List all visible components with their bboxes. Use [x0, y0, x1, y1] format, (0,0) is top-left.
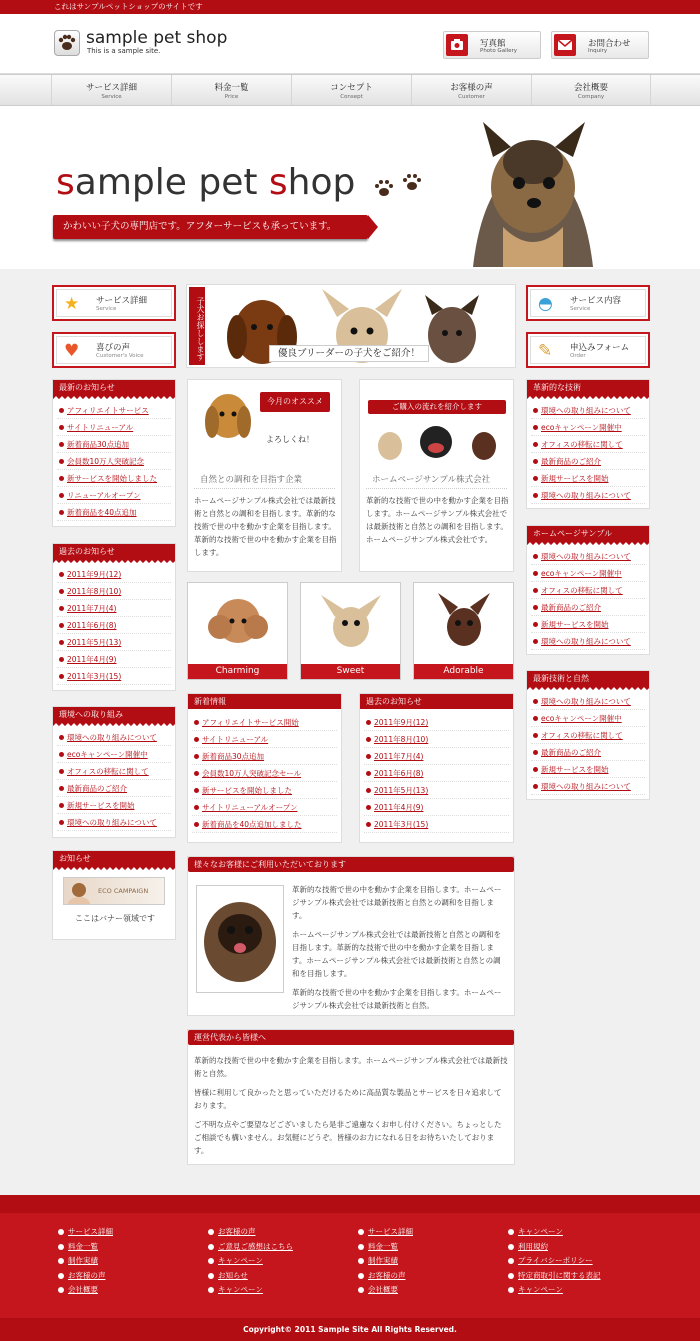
nav-item-price[interactable] [171, 75, 291, 105]
list-item[interactable]: 2011年4月(9) [57, 651, 171, 668]
list-item[interactable]: 環境への取り組みについて [531, 633, 645, 650]
footer-column [508, 1225, 601, 1298]
list-item[interactable]: オフィスの移転に関して [57, 763, 171, 780]
feature-subtitle: 自然との調和を目指す企業 [200, 475, 303, 485]
gallery-caption: Charming [188, 664, 287, 679]
nav-item-service[interactable] [51, 75, 171, 105]
topbar-text: これはサンプルペットショップのサイトです [54, 2, 203, 11]
list-item[interactable]: ecoキャンペーン開催中 [531, 565, 645, 582]
logo-subtitle: This is a sample site. [87, 47, 161, 55]
photo-gallery-sub: Photo Gallery [480, 48, 518, 54]
footer-link[interactable]: お客様の声 [58, 1269, 113, 1284]
side-button-sub: Service [570, 306, 591, 312]
star-icon: ★ [64, 294, 80, 314]
sample-title: ホームページサンプル [527, 526, 649, 541]
banner-vertical-label: 子犬お探しします [189, 287, 205, 365]
list-item[interactable]: 最新商品のご紹介 [57, 780, 171, 797]
side-button-label: サービス詳細 [96, 296, 148, 306]
footer-link[interactable]: ご意見ご感想はこちら [208, 1240, 293, 1255]
list-item[interactable]: 最新商品のご紹介 [531, 599, 645, 616]
list-item[interactable]: 2011年6月(8) [364, 765, 509, 782]
paw-icon[interactable] [54, 30, 80, 56]
footer-link[interactable]: 利用規約 [508, 1240, 601, 1255]
center-past-title: 過去のお知らせ [360, 694, 513, 709]
feature-text: ホームページサンプル株式会社では最新技術と自然との調和を目指します。革新的な技術で世の中を動かす企業を目指します。革新的な技術で世の中を動かす企業を目指します。 [194, 496, 337, 557]
list-item[interactable]: 2011年5月(13) [57, 634, 171, 651]
puppy-banner[interactable] [186, 284, 516, 368]
footer-link[interactable]: キャンペーン [208, 1283, 293, 1298]
list-item[interactable]: 2011年9月(12) [364, 714, 509, 731]
side-button-sub: Service [96, 306, 117, 312]
footer-link[interactable]: サービス詳細 [58, 1225, 113, 1240]
list-item[interactable]: 新規サービスを開始 [531, 470, 645, 487]
list-item[interactable]: オフィスの移転に関して [531, 727, 645, 744]
list-item[interactable]: 環境への取り組みについて [531, 548, 645, 565]
customers-box [187, 856, 515, 1016]
gallery-item[interactable] [187, 582, 288, 680]
list-item[interactable]: 新規サービスを開始 [57, 797, 171, 814]
list-item[interactable]: 環境への取り組みについて [531, 778, 645, 795]
list-item[interactable]: 2011年7月(4) [57, 600, 171, 617]
feature-badge-sub: よろしくね！ [266, 435, 314, 444]
feature-badge: ご購入の流れを紹介します [368, 400, 506, 414]
eco-campaign-banner[interactable] [63, 877, 165, 905]
camera-icon [446, 34, 468, 56]
inquiry-sub: Inquiry [588, 48, 608, 54]
gallery-item[interactable] [413, 582, 514, 680]
footer-column [358, 1225, 413, 1298]
list-item[interactable]: 新サービスを開始しました [192, 782, 337, 799]
list-item[interactable]: サイトリニューアルオープン [192, 799, 337, 816]
feature-subtitle: ホームページサンプル株式会社 [372, 475, 491, 485]
hero-title-part: s [268, 162, 288, 203]
side-button-service[interactable] [52, 285, 176, 321]
greeting-box [187, 1029, 515, 1165]
list-item[interactable]: 環境への取り組みについて [57, 814, 171, 831]
heart-icon: ♥ [64, 341, 80, 361]
list-item[interactable]: 新規サービスを開始 [531, 761, 645, 778]
footer-column [208, 1225, 293, 1298]
inquiry-label: お問合わせ [588, 39, 631, 49]
footer-link[interactable]: 制作実績 [58, 1254, 113, 1269]
pencil-icon: ✎ [538, 341, 553, 361]
center-news-title: 新着情報 [188, 694, 341, 709]
list-item[interactable]: 2011年3月(15) [364, 816, 509, 833]
list-item[interactable]: オフィスの移転に関して [531, 436, 645, 453]
list-item[interactable]: アフィリエイトサービス [57, 402, 171, 419]
hero-title [56, 162, 355, 203]
hero-dog-image [463, 117, 601, 269]
list-item[interactable]: リニューアルオープン [57, 487, 171, 504]
side-button-sub: Order [570, 353, 586, 359]
photo-gallery-button[interactable] [443, 31, 541, 59]
customers-title: 様々なお客様にご利用いただいております [188, 857, 514, 872]
gallery-caption: Adorable [414, 664, 513, 679]
main-nav [0, 74, 700, 106]
list-item[interactable]: アフィリエイトサービス開始 [192, 714, 337, 731]
greeting-paragraph: 革新的な技術で世の中を動かす企業を目指します。ホームページサンプル株式会社では最新技術と自然。 [194, 1056, 508, 1078]
list-item[interactable]: 新サービスを開始しました [57, 470, 171, 487]
list-item[interactable]: 2011年8月(10) [57, 583, 171, 600]
list-item[interactable]: 会員数10万人突破記念セール [192, 765, 337, 782]
footer-link[interactable]: お知らせ [208, 1269, 293, 1284]
nav-sub: Service [101, 94, 122, 100]
nav-sub: Customer [458, 94, 485, 100]
footer-link[interactable]: 料金一覧 [58, 1240, 113, 1255]
list-item[interactable]: 新規サービスを開始 [531, 616, 645, 633]
greeting-title: 運営代表から皆様へ [188, 1030, 514, 1045]
list-item[interactable]: 最新商品のご紹介 [531, 453, 645, 470]
greeting-paragraph: ご不明な点やご要望などございましたら是非ご遠慮なくお申し付けください。ちょっとしたご相談でも構いません。お気軽にどうぞ。皆様のお力になれる日をお待ちいたしております。 [194, 1120, 502, 1155]
latest-news-box [52, 379, 176, 527]
list-item[interactable]: 最新商品のご紹介 [531, 744, 645, 761]
list-item[interactable]: 2011年3月(15) [57, 668, 171, 685]
footer-link[interactable]: 会社概要 [58, 1283, 113, 1298]
list-item[interactable]: サイトリニューアル [192, 731, 337, 748]
center-news-box [187, 693, 342, 843]
nav-sub: Price [224, 94, 239, 100]
photo-gallery-label: 写真館 [480, 39, 506, 49]
notice-box [52, 850, 176, 940]
side-button-label: 申込みフォーム [570, 343, 630, 353]
footer-link[interactable]: サービス詳細 [358, 1225, 413, 1240]
list-item[interactable]: 2011年6月(8) [57, 617, 171, 634]
side-button-label: サービス内容 [570, 296, 622, 306]
footer-link[interactable]: お客様の声 [208, 1225, 293, 1240]
customers-text [292, 883, 508, 1018]
list-item[interactable]: 環境への取り組みについて [531, 487, 645, 504]
list-item[interactable]: 新着商品30点追加 [57, 436, 171, 453]
past-news-box [52, 543, 176, 691]
list-item[interactable]: 2011年4月(9) [364, 799, 509, 816]
tech-box [526, 379, 650, 509]
nav-label: 料金一覧 [214, 83, 249, 93]
feature-badge: 今月のオススメ [260, 392, 330, 412]
nav-label: コンセプト [330, 83, 373, 93]
footer-link[interactable]: お客様の声 [358, 1269, 413, 1284]
paw-prints-icon [372, 172, 428, 207]
list-item[interactable]: 新着商品を40点追加しました [192, 816, 337, 833]
logo-title[interactable]: sample pet shop [86, 28, 228, 48]
feature-box-recommend [187, 379, 342, 572]
side-button-sub: Customer's Voice [96, 353, 144, 359]
hero-title-part: s [56, 162, 75, 203]
footer-link[interactable]: 会社概要 [358, 1283, 413, 1298]
list-item[interactable]: 新着商品30点追加 [192, 748, 337, 765]
list-item[interactable]: 環境への取り組みについて [531, 402, 645, 419]
hero-ribbon: かわいい子犬の専門店です。アフターサービスも承っています。 [53, 215, 368, 239]
nature-title: 最新技術と自然 [527, 671, 649, 686]
puppies-image [370, 416, 506, 464]
puppy-image [198, 386, 258, 446]
greeting-text [194, 1054, 508, 1163]
list-item[interactable]: サイトリニューアル [57, 419, 171, 436]
footer-link[interactable]: プライバシーポリシー [508, 1254, 601, 1269]
list-item[interactable]: 2011年8月(10) [364, 731, 509, 748]
notice-title: お知らせ [53, 851, 175, 866]
list-item[interactable]: 2011年9月(12) [57, 566, 171, 583]
nav-item-company[interactable] [531, 75, 651, 105]
hero-title-part: ample pet [74, 162, 269, 203]
center-past-box [359, 693, 514, 843]
tech-title: 革新的な技術 [527, 380, 649, 395]
environment-box [52, 706, 176, 838]
feature-text: 革新的な技術で世の中を動かす企業を目指します。ホームページサンプル株式会社では最新技術と自然との調和を目指します。ホームページサンプル株式会社です。 [366, 496, 509, 544]
side-button-service-content[interactable] [526, 285, 650, 321]
mail-icon [554, 34, 576, 56]
list-item[interactable]: ecoキャンペーン開催中 [57, 746, 171, 763]
list-item[interactable]: ecoキャンペーン開催中 [531, 419, 645, 436]
customers-paragraph: ホームページサンプル株式会社では最新技術と自然との調和を目指します。革新的な技術で世の中を動かす企業を目指します。ホームページサンプル株式会社では最新技術と自然との調和を目指します。 [292, 930, 502, 978]
nav-label: 会社概要 [573, 83, 608, 93]
side-button-voice[interactable] [52, 332, 176, 368]
brown-chihuahua-image [424, 587, 504, 663]
hero-title-part: hop [287, 162, 356, 203]
eco-banner-label: ECO CAMPAIGN [98, 887, 149, 895]
nature-box [526, 670, 650, 800]
footer-column [58, 1225, 113, 1298]
footer-link[interactable]: キャンペーン [508, 1225, 601, 1240]
list-item[interactable]: 2011年5月(13) [364, 782, 509, 799]
nav-item-concept[interactable] [291, 75, 411, 105]
banner-caption: 優良ブリーダーの子犬をご紹介！ [269, 345, 429, 362]
footer-link[interactable]: キャンペーン [508, 1283, 601, 1298]
side-button-order[interactable] [526, 332, 650, 368]
past-news-title: 過去のお知らせ [53, 544, 175, 559]
list-item[interactable]: 会員数10万人突破記念 [57, 453, 171, 470]
gallery-caption: Sweet [301, 664, 400, 679]
customers-paragraph: 革新的な技術で世の中を動かす企業を目指します。ホームページサンプル株式会社では最新技術と自然との調和を目指します。 [292, 885, 502, 920]
nav-label: サービス詳細 [85, 83, 137, 93]
nav-item-customer[interactable] [411, 75, 531, 105]
customers-paragraph: 革新的な技術で世の中を動かす企業を目指します。ホームページサンプル株式会社では最新技術と自然。 [292, 988, 502, 1010]
list-item[interactable]: 環境への取り組みについて [531, 693, 645, 710]
gallery-item[interactable] [300, 582, 401, 680]
pekingese-photo [196, 885, 284, 993]
inquiry-button[interactable] [551, 31, 649, 59]
feature-box-flow [359, 379, 514, 572]
footer-link[interactable]: 料金一覧 [358, 1240, 413, 1255]
list-item[interactable]: ecoキャンペーン開催中 [531, 710, 645, 727]
footer-link[interactable]: キャンペーン [208, 1254, 293, 1269]
person-image [66, 880, 92, 904]
greeting-paragraph: 皆様に利用して良かったと思っていただけるために高品質な製品とサービスを日々追求しております。 [194, 1088, 502, 1110]
side-button-label: 喜びの声 [96, 343, 131, 353]
sample-box [526, 525, 650, 655]
nav-sub: Consept [340, 94, 363, 100]
nav-sub: Company [577, 94, 605, 100]
list-item[interactable]: 環境への取り組みについて [57, 729, 171, 746]
latest-news-title: 最新のお知らせ [53, 380, 175, 395]
copyright: Copyright© 2011 Sample Site All Rights Reserved. [243, 1325, 457, 1334]
banner-area-caption: ここはバナー領域です [75, 914, 155, 923]
list-item[interactable]: オフィスの移転に関して [531, 582, 645, 599]
nav-label: お客様の声 [450, 83, 493, 93]
top-strip [0, 0, 700, 14]
list-item[interactable]: 2011年7月(4) [364, 748, 509, 765]
rainbow-icon: ◓ [538, 294, 553, 314]
poodle-image [198, 587, 278, 663]
environment-title: 環境への取り組み [53, 707, 175, 722]
list-item[interactable]: 新着商品を40点追加 [57, 504, 171, 521]
footer-link[interactable]: 特定商取引に関する表記 [508, 1269, 601, 1284]
chihuahua-image [311, 587, 391, 663]
footer-link[interactable]: 制作実績 [358, 1254, 413, 1269]
